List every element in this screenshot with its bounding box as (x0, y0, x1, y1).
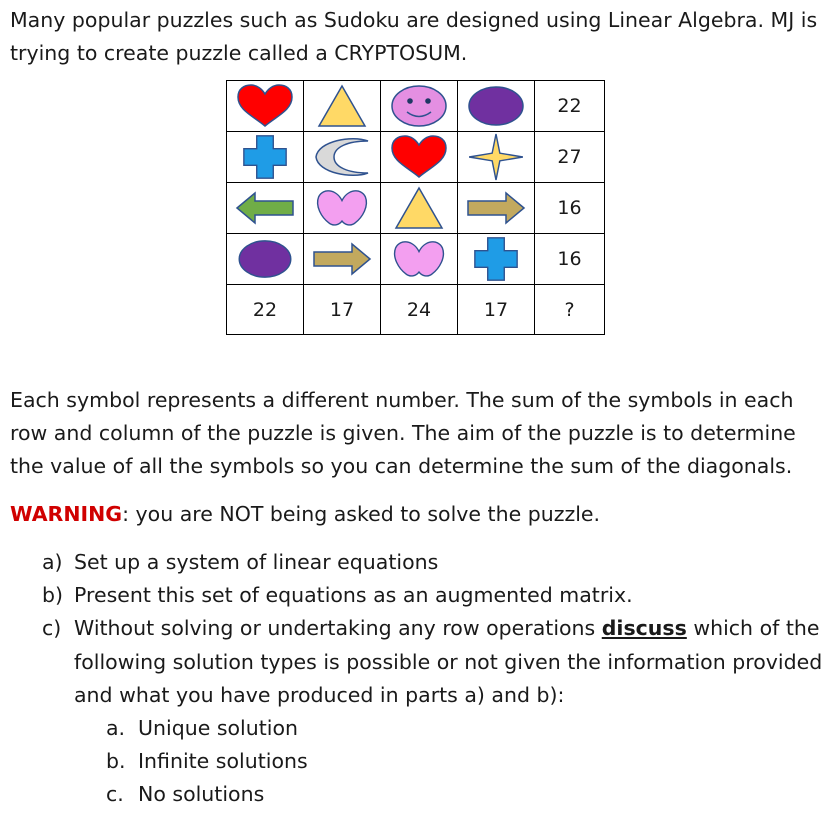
column-sum: 17 (304, 285, 381, 335)
option-marker: b. (106, 749, 126, 774)
column-sum: 17 (458, 285, 535, 335)
cell-r3c1 (227, 183, 304, 234)
cell-r1c2 (304, 81, 381, 132)
task-text (74, 612, 825, 712)
task-c-pre: Without solving or undertaking any row operations (74, 616, 602, 641)
intro-text: Many popular puzzles such as Sudoku are designed using Linear Algebra. MJ is trying to create puzzle called a CRYPTOSUM. (10, 8, 818, 65)
option-text: No solutions (138, 782, 265, 807)
warning-paragraph (10, 498, 825, 531)
puzzle-row-4 (227, 234, 605, 285)
cell-r2c2 (304, 132, 381, 183)
cell-r2c1 (227, 132, 304, 183)
option-item (10, 778, 825, 811)
arrow-left-icon (235, 191, 295, 225)
warning-text: : you are NOT being asked to solve the puzzle. (122, 502, 601, 526)
smiley-icon (389, 84, 449, 128)
diagonal-sum-unknown: ? (535, 285, 605, 335)
cell-r2c3 (381, 132, 458, 183)
column-sums-row (227, 285, 605, 335)
task-list (10, 546, 825, 812)
triangle-icon (394, 186, 444, 230)
cell-r4c3 (381, 234, 458, 285)
task-marker: b) (42, 583, 64, 608)
cell-r3c4 (458, 183, 535, 234)
task-c-post: which of the following solution types is possible or not given the information provided and what you have produced in parts a) and b): (74, 616, 823, 707)
option-item (10, 745, 825, 778)
oval-icon (235, 238, 295, 280)
heart-icon (389, 135, 449, 179)
puzzle-row-1 (227, 81, 605, 132)
option-item (10, 712, 825, 745)
row-sum: 16 (535, 183, 605, 234)
row-sum: 27 (535, 132, 605, 183)
discuss-emphasis: discuss (601, 616, 687, 641)
cell-r1c4 (458, 81, 535, 132)
puzzle-row-3 (227, 183, 605, 234)
column-sum: 22 (227, 285, 304, 335)
puzzle-row-2 (227, 132, 605, 183)
task-marker: a) (42, 550, 63, 574)
oval-icon (466, 84, 526, 128)
option-text: Unique solution (138, 716, 299, 741)
heart-icon (235, 84, 295, 128)
task-item (10, 546, 825, 579)
arrow-right-icon (466, 191, 526, 225)
row-sum: 22 (535, 81, 605, 132)
cell-r3c2 (304, 183, 381, 234)
option-marker: a. (106, 716, 126, 741)
cell-r4c1 (227, 234, 304, 285)
task-text: Set up a system of linear equations (74, 550, 439, 574)
star-icon (466, 133, 526, 181)
cell-r2c4 (458, 132, 535, 183)
cell-r1c3 (381, 81, 458, 132)
warning-label: WARNING (10, 502, 123, 526)
cross-icon (471, 236, 521, 282)
arrow-right-icon (312, 242, 372, 276)
task-marker: c) (42, 616, 62, 641)
moon-icon (312, 137, 372, 177)
task-item (10, 579, 825, 612)
option-text: Infinite solutions (138, 749, 308, 774)
task-item (10, 612, 825, 712)
option-marker: c. (106, 782, 124, 807)
cell-r1c1 (227, 81, 304, 132)
cryptosum-grid (226, 80, 605, 335)
pink-heart-icon (314, 187, 370, 229)
row-sum: 16 (535, 234, 605, 285)
pink-heart-icon (391, 238, 447, 280)
cross-icon (240, 134, 290, 180)
description-paragraph: Each symbol represents a different number. The sum of the symbols in each row and column of the puzzle is given. The aim of the puzzle is to determine the value of all the symbols so you can determine the sum of the diagonals. (10, 388, 796, 478)
cell-r4c4 (458, 234, 535, 285)
cell-r4c2 (304, 234, 381, 285)
cell-r3c3 (381, 183, 458, 234)
task-text: Present this set of equations as an augmented matrix. (74, 583, 633, 608)
triangle-icon (317, 84, 367, 128)
column-sum: 24 (381, 285, 458, 335)
